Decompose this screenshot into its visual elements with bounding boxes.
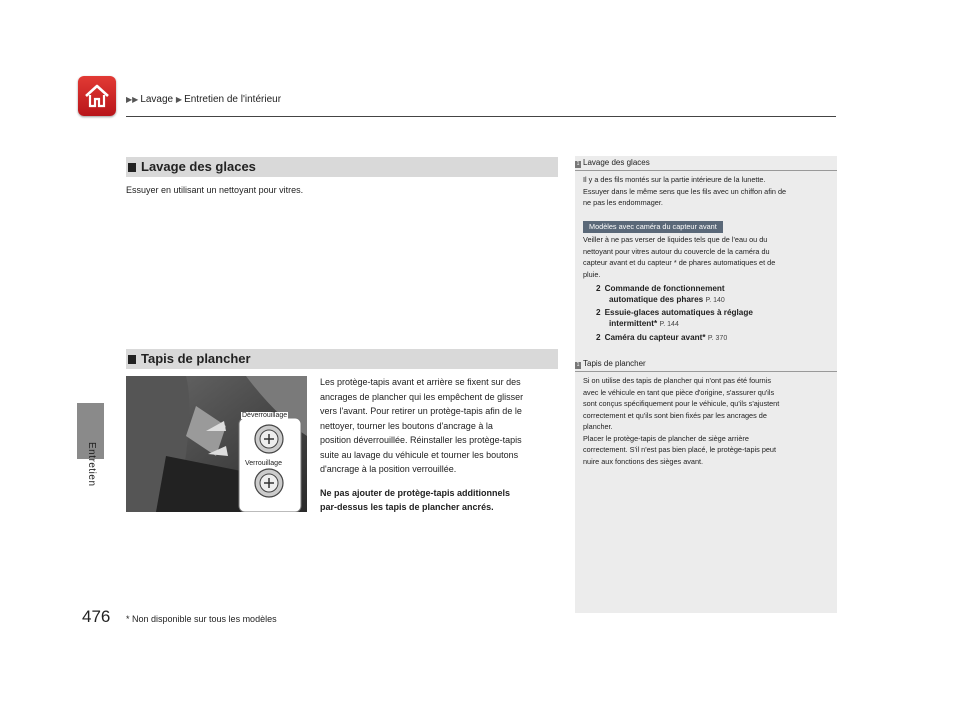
section1-body: Essuyer en utilisant un nettoyant pour vitres.: [126, 185, 304, 195]
lock-label: Verrouillage: [245, 460, 282, 467]
note2-text: Si on utilise des tapis de plancher qui n'ont pas été fournis avec le véhicule en tant que pièce d'origine, s'assurer qu'ils sont conçus spécifiquement pour le véhicule, qu'ils s'ajustent correctement et qu'ils sont bien fixés par les ancrages de plancher. Placer le protège-tapis de plancher de siège arrière correctement. S'il n'est pas bien placé, le protège-tapis peut nuire aux fonctions des sièges avant.: [583, 376, 780, 466]
section-heading-text: Tapis de plancher: [141, 351, 251, 366]
cross-reference-arrow-icon: 2: [596, 284, 601, 293]
warning-line: par-dessus les tapis de plancher ancrés.: [320, 502, 494, 512]
header-divider: [126, 116, 836, 117]
body-line: ancrages de plancher qui les empêchent de glisser: [320, 391, 524, 402]
body-line: d'ancrage à la position verrouillée.: [320, 464, 457, 474]
floor-mat-illustration: [126, 376, 307, 512]
section-heading-lavage-glaces: [126, 157, 558, 177]
note1-text: Il y a des fils montés sur la partie intérieure de la lunette. Essuyer dans le même sens que les fils avec un chiffon afin de ne pas les endommager.: [583, 175, 787, 207]
breadcrumb: [126, 94, 281, 105]
xref-headlight[interactable]: 2 Commande de fonctionnement automatique des phares P. 140: [596, 284, 725, 304]
cross-reference-arrow-icon: 2: [596, 308, 601, 317]
body-line: Les protège-tapis avant et arrière se fixent sur des: [320, 377, 521, 387]
note-title-tapis: 1 Tapis de plancher: [576, 359, 646, 368]
home-button[interactable]: [78, 76, 116, 116]
body-line: vers l'avant. Pour retirer un protège-tapis afin de le: [320, 406, 522, 416]
xref-wipers[interactable]: 2 Essuie-glaces automatiques à réglage intermittent* P. 144: [596, 308, 753, 328]
square-bullet-icon: [128, 163, 136, 172]
house-icon: [82, 81, 112, 111]
body-line: position déverrouillée. Réinstaller les protège-tapis: [320, 435, 522, 445]
footnote: * Non disponible sur tous les modèles: [126, 614, 277, 624]
triangle-right-icon: ▶: [175, 95, 183, 104]
xref-camera[interactable]: 2 Caméra du capteur avant* P. 370: [596, 333, 728, 342]
note-divider: [575, 371, 837, 372]
model-badge: Modèles avec caméra du capteur avant: [583, 221, 723, 233]
page-number: 476: [82, 607, 111, 626]
square-bullet-icon: [128, 355, 136, 364]
note-icon: 1: [576, 161, 580, 167]
unlock-label: Déverrouillage: [242, 412, 288, 419]
note1-text-2: Veiller à ne pas verser de liquides tels que de l'eau ou du nettoyant pour vitres autour du couvercle de la caméra du capteur avant et du capteur * de phares automatiques et de pluie.: [583, 235, 776, 279]
breadcrumb-entretien-interieur[interactable]: Entretien de l'intérieur: [184, 94, 282, 105]
triangle-right-icon: ▶▶: [126, 95, 139, 104]
section2-body: [320, 375, 560, 515]
note-icon: 1: [576, 362, 580, 368]
warning-line: Ne pas ajouter de protège-tapis additionnels: [320, 487, 511, 498]
note-divider: [575, 170, 837, 171]
section-heading-tapis: [126, 349, 558, 369]
note-title-lavage-glaces: 1 Lavage des glaces: [576, 158, 650, 167]
body-line: suite au lavage du véhicule et tourner les boutons: [320, 449, 519, 460]
cross-reference-arrow-icon: 2: [596, 333, 601, 342]
section-heading-text: Lavage des glaces: [141, 159, 256, 174]
chapter-tab-label: Entretien: [86, 442, 97, 487]
breadcrumb-lavage[interactable]: Lavage: [140, 94, 174, 105]
body-line: nettoyer, tourner les boutons d'ancrage à la: [320, 420, 493, 431]
